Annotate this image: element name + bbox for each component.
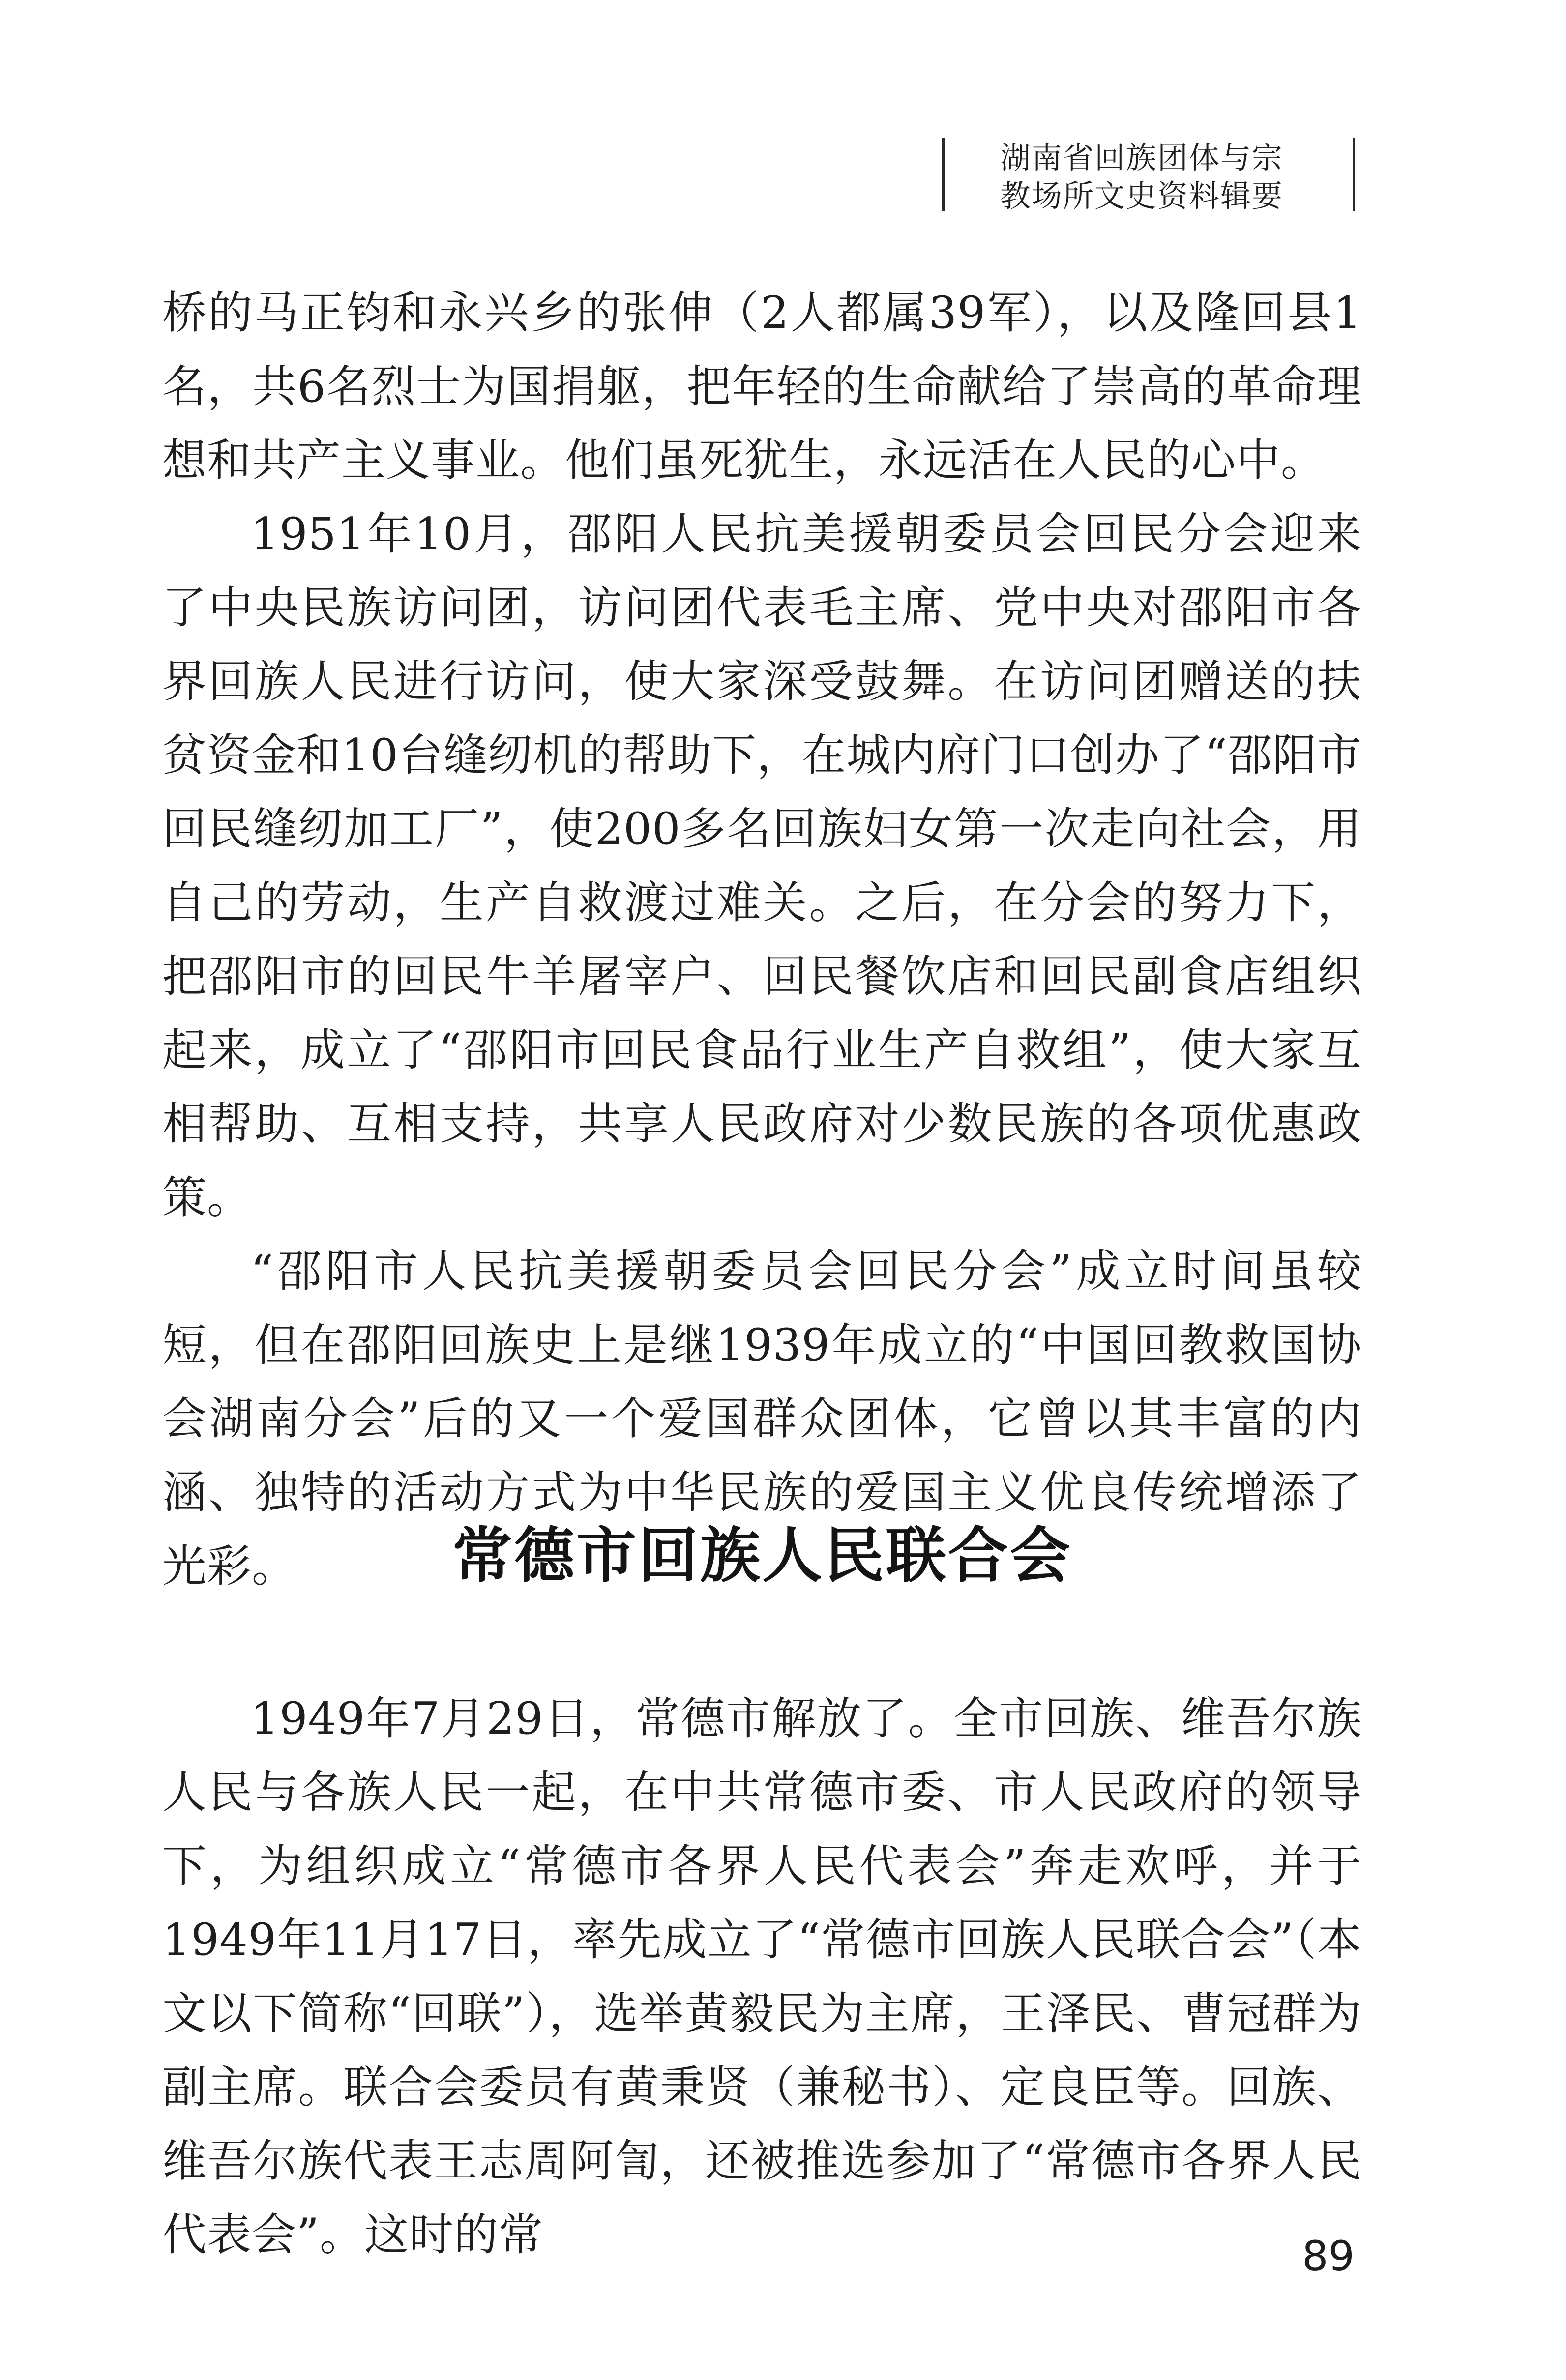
header-rule-left: [942, 138, 945, 211]
body-text: [162, 276, 1362, 1603]
section-body: [162, 1682, 1362, 2272]
paragraph-shaoyang-summary: “邵阳市人民抗美援朝委员会回民分会”成立时间虽较短，但在邵阳回族史上是继1939年成立的“中国回教救国协会湖南分会”后的又一个爱国群众团体，它曾以其丰富的内涵、独特的活动方式为中华民族的爱国主义优良传统增添了光彩。: [162, 1246, 1362, 1592]
running-header-line-2: 教场所文史资料辑要: [1000, 178, 1284, 214]
header-rule-right: [1353, 138, 1355, 211]
running-header: [942, 138, 1355, 214]
section-title: 常德市回族人民联合会: [452, 1521, 1072, 1591]
paragraph-continued: 桥的马正钧和永兴乡的张伸（2人都属39军），以及隆回县1名，共6名烈士为国捐躯，把年轻的生命献给了崇高的革命理想和共产主义事业。他们虽死犹生，永远活在人民的心中。: [162, 287, 1362, 486]
paragraph-1949: 1949年7月29日，常德市解放了。全市回族、维吾尔族人民与各族人民一起，在中共常德市委、市人民政府的领导下，为组织成立“常德市各界人民代表会”奔走欢呼，并于1949年11月17日，率先成立了“常德市回族人民联合会”（本文以下简称“回联”），选举黄毅民为主席，王泽民、曹冠群为副主席。联合会委员有黄秉贤（兼秘书）、定良臣等。回族、维吾尔族代表王志周阿訇，还被推选参加了“常德市各界人民代表会”。这时的常: [162, 1693, 1362, 2261]
section-heading: [162, 1516, 1362, 1595]
page-number: 89: [1302, 2232, 1355, 2280]
running-header-title: [1000, 139, 1283, 215]
paragraph-1951: 1951年10月，邵阳人民抗美援朝委员会回民分会迎来了中央民族访问团，访问团代表毛主席、党中央对邵阳市各界回族人民进行访问，使大家深受鼓舞。在访问团赠送的扶贫资金和10台缝纫机的帮助下，在城内府门口创办了“邵阳市回民缝纫加工厂”，使200多名回族妇女第一次走向社会，用自己的劳动，生产自救渡过难关。之后，在分会的努力下，把邵阳市的回民牛羊屠宰户、回民餐饮店和回民副食店组织起来，成立了“邵阳市回民食品行业生产自救组”，使大家互相帮助、互相支持，共享人民政府对少数民族的各项优惠政策。: [162, 508, 1362, 1223]
running-header-line-1: 湖南省回族团体与宗: [1000, 140, 1284, 175]
